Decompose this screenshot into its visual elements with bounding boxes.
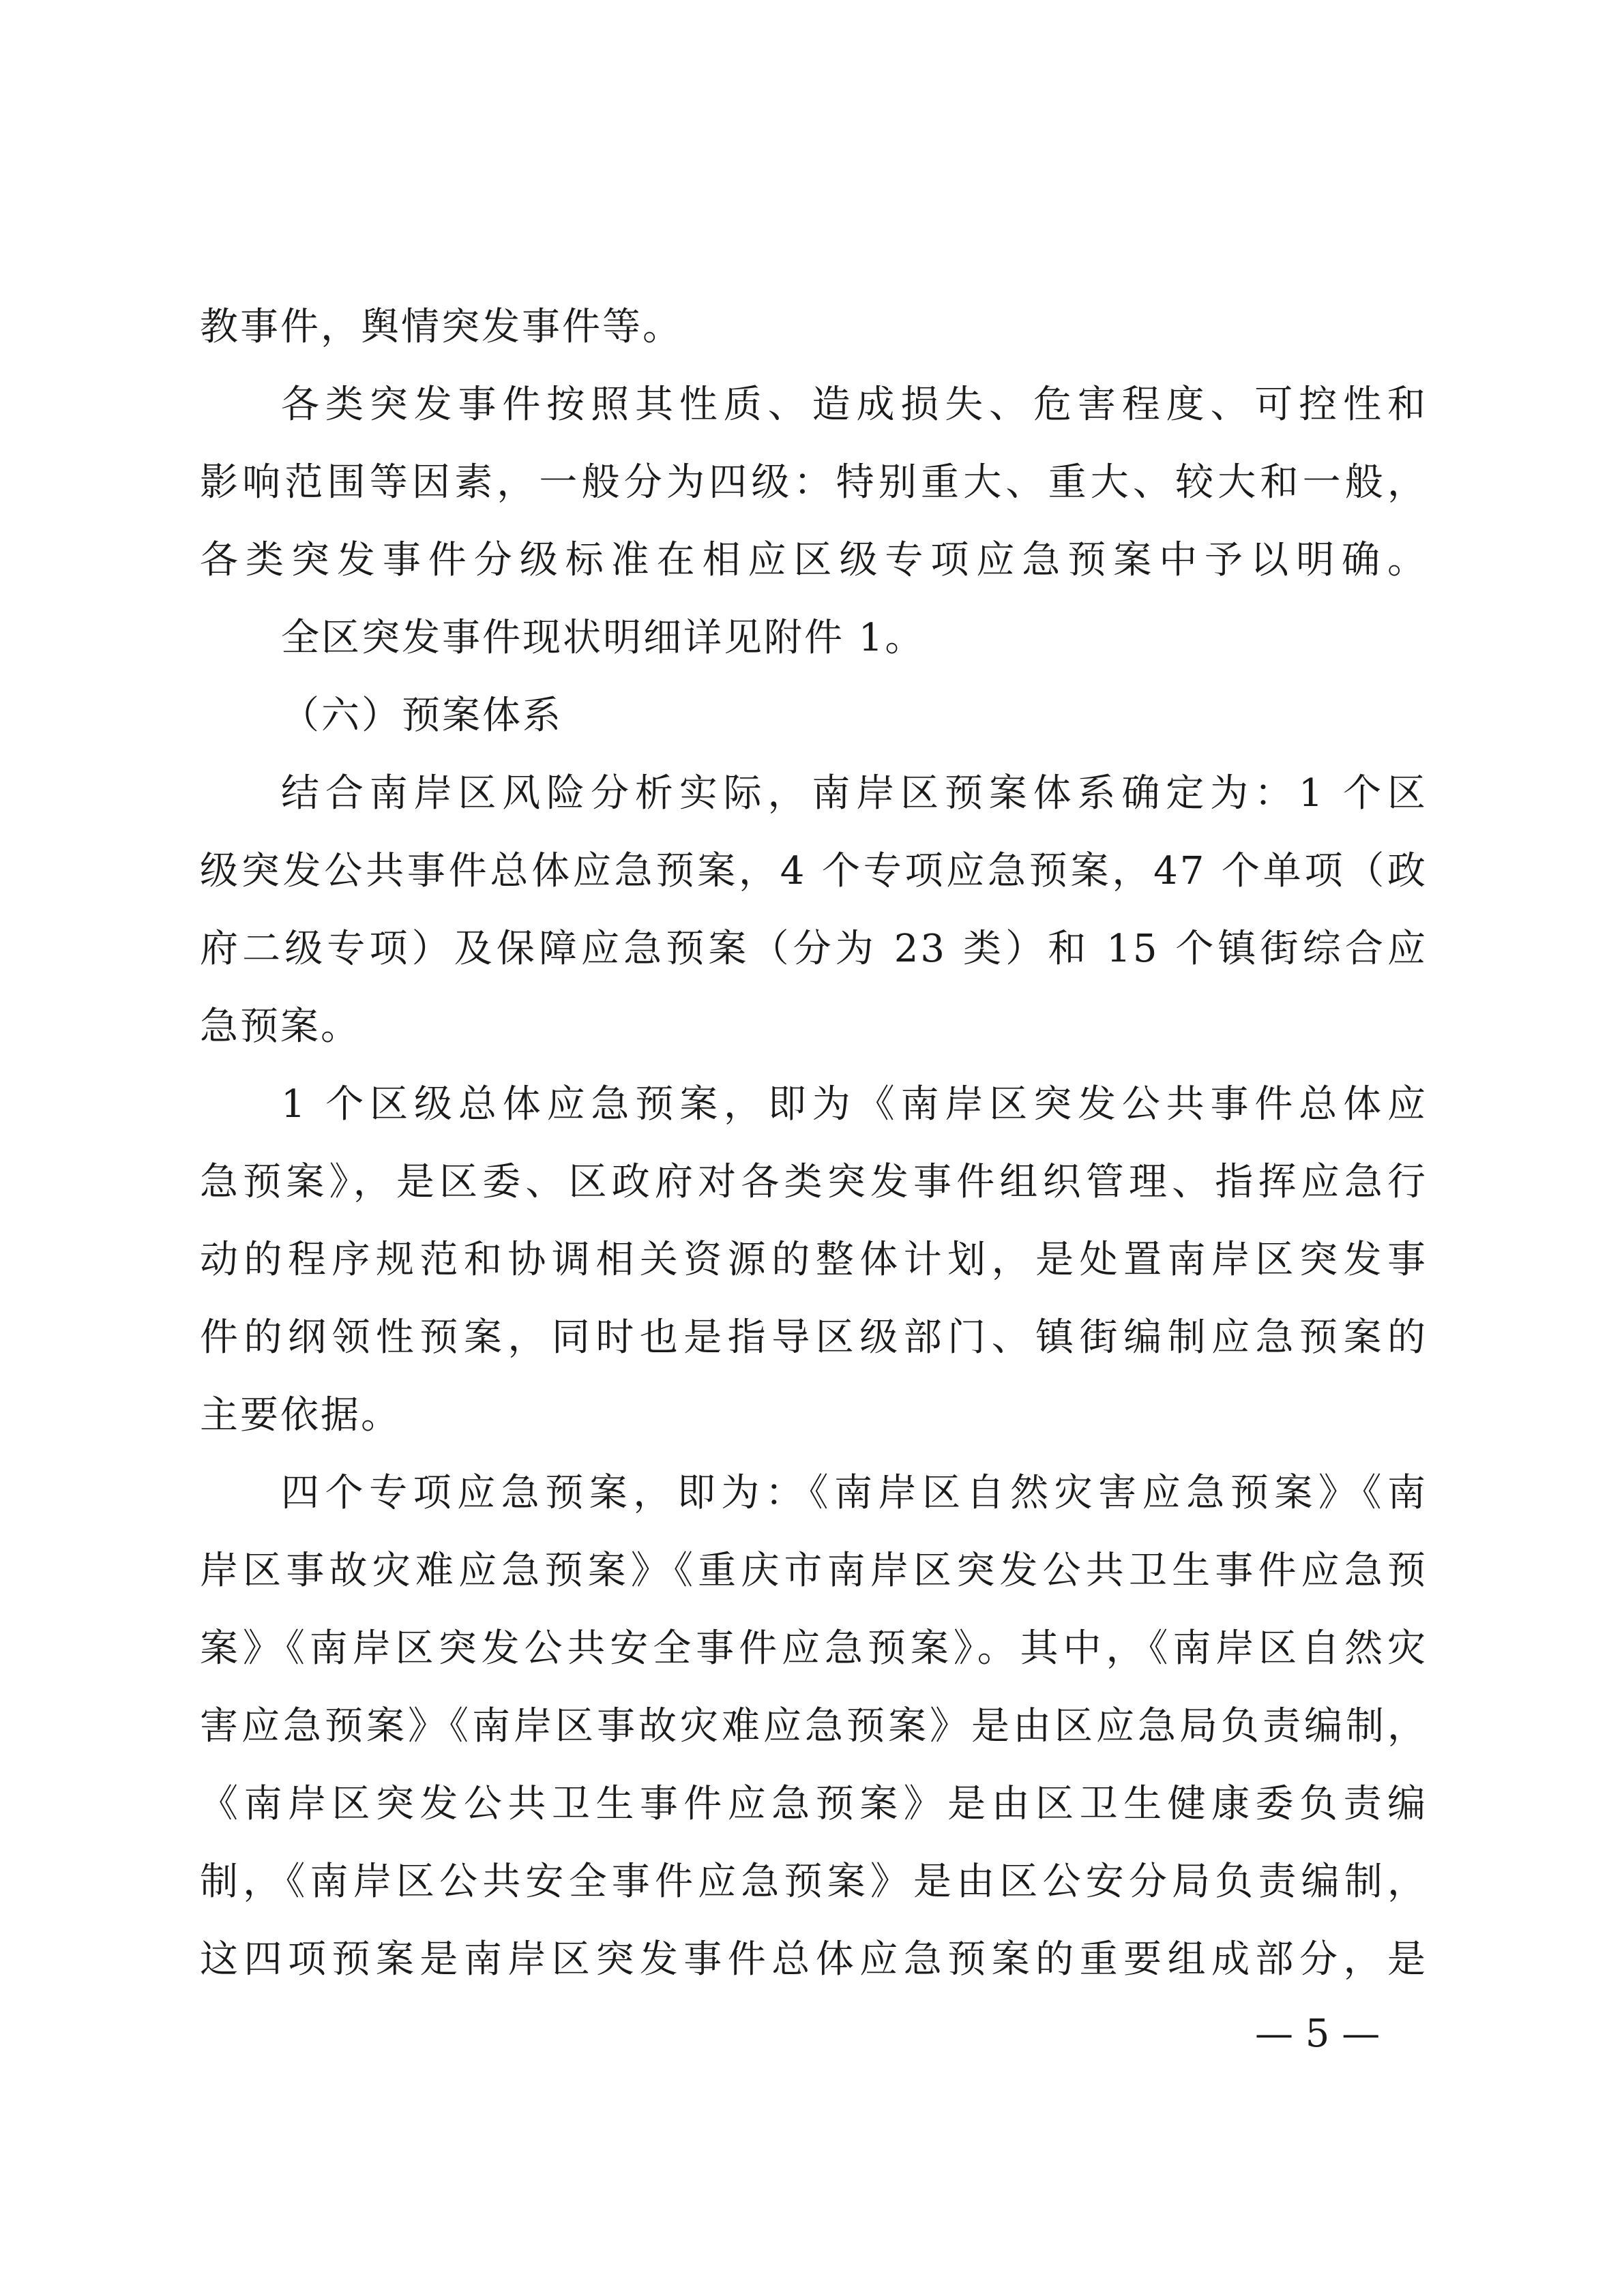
text-line-11: 1 个区级总体应急预案，即为《南岸区突发公共事件总体应 — [281, 1082, 1428, 1127]
text-line-17: 岸区事故灾难应急预案》《重庆市南岸区突发公共卫生事件应急预 — [200, 1549, 1428, 1593]
text-line-2: 各类突发事件按照其性质、造成损失、危害程度、可控性和 — [281, 383, 1428, 427]
text-line-4: 各类突发事件分级标准在相应区级专项应急预案中予以明确。 — [200, 538, 1428, 582]
text-line-9: 府二级专项）及保障应急预案（分为 23 类）和 15 个镇街综合应 — [200, 927, 1428, 971]
text-line-14: 件的纲领性预案，同时也是指导区级部门、镇街编制应急预案的 — [200, 1315, 1428, 1360]
text-line-13: 动的程序规范和协调相关资源的整体计划，是处置南岸区突发事 — [200, 1238, 1428, 1282]
page-number: — 5 — — [1255, 2012, 1381, 2056]
text-line-15: 主要依据。 — [200, 1393, 401, 1437]
text-line-21: 制，《南岸区公共安全事件应急预案》是由区公安分局负责编制， — [200, 1860, 1428, 1904]
text-line-20: 《南岸区突发公共卫生事件应急预案》是由区卫生健康委负责编 — [200, 1782, 1428, 1826]
text-line-8: 级突发公共事件总体应急预案，4 个专项应急预案，47 个单项（政 — [200, 849, 1428, 893]
text-line-10: 急预案。 — [200, 1004, 361, 1049]
text-line-19: 害应急预案》《南岸区事故灾难应急预案》是由区应急局负责编制， — [200, 1704, 1428, 1748]
text-line-22: 这四项预案是南岸区突发事件总体应急预案的重要组成部分，是 — [200, 1937, 1428, 1982]
text-line-18: 案》《南岸区突发公共安全事件应急预案》。其中，《南岸区自然灾 — [200, 1626, 1428, 1671]
text-line-5: 全区突发事件现状明细详见附件 1。 — [281, 616, 926, 660]
text-line-16: 四个专项应急预案，即为：《南岸区自然灾害应急预案》《南 — [281, 1471, 1428, 1515]
section-heading: （六）预案体系 — [281, 694, 563, 738]
text-line-3: 影响范围等因素，一般分为四级：特别重大、重大、较大和一般， — [200, 460, 1428, 505]
text-line-1: 教事件，舆情突发事件等。 — [200, 305, 683, 349]
text-line-7: 结合南岸区风险分析实际，南岸区预案体系确定为：1 个区 — [281, 771, 1428, 816]
text-line-12: 急预案》，是区委、区政府对各类突发事件组织管理、指挥应急行 — [200, 1160, 1428, 1204]
